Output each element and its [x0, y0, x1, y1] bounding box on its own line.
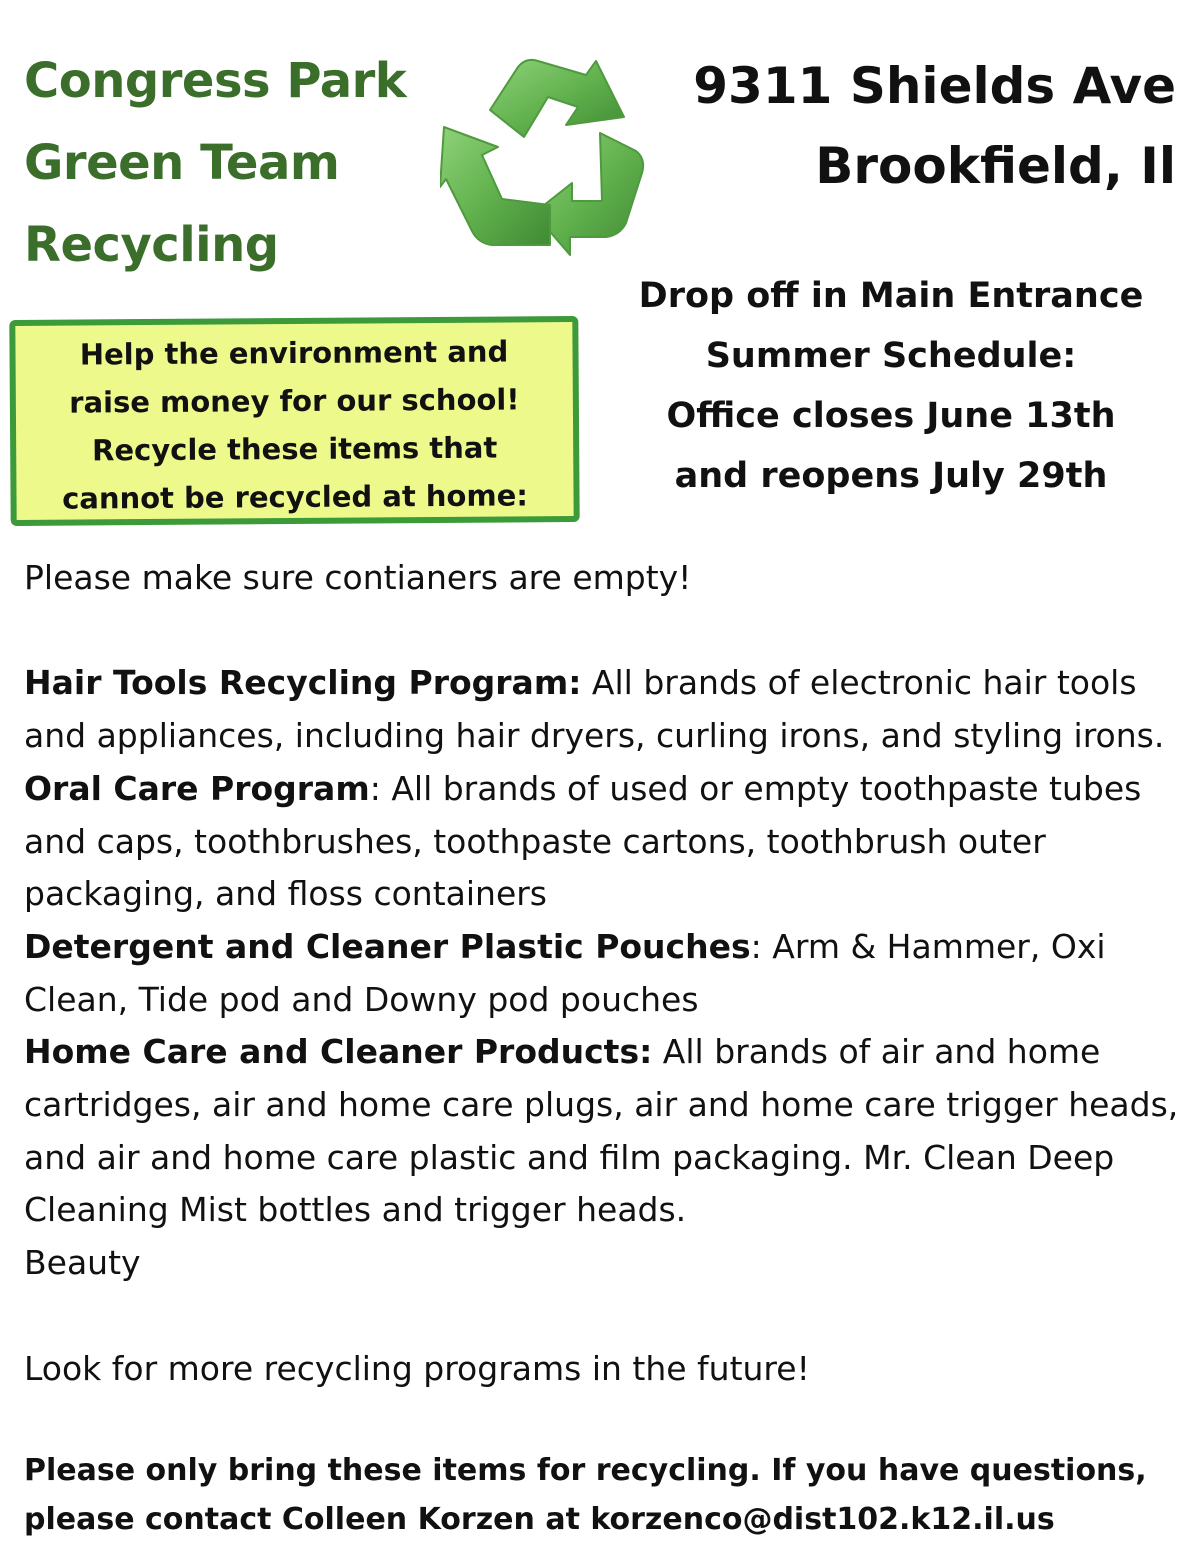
schedule-info [596, 266, 1186, 506]
program-name: Oral Care Program [24, 768, 370, 808]
callout-line: Help the environment and [79, 334, 509, 372]
schedule-line: Drop off in Main Entrance [638, 276, 1144, 316]
notice-text: Please make sure contianers are empty! [24, 558, 692, 597]
schedule-line: Office closes June 13th [666, 396, 1116, 436]
callout-line: raise money for our school! [69, 382, 520, 420]
page-title [24, 40, 464, 286]
program-name: Detergent and Cleaner Plastic Pouches [24, 926, 751, 966]
program-description: Arm & Hammer, Oxi Clean, Tide pod and Downy pod pouches [24, 926, 1106, 1019]
program-name: Home Care and Cleaner Products: [24, 1032, 653, 1072]
spacer [24, 1290, 1184, 1343]
future-text: Look for more recycling programs in the future! [24, 1348, 810, 1388]
title-line: Recycling [24, 217, 279, 273]
callout-box [9, 316, 579, 526]
address-line: 9311 Shields Ave [693, 57, 1176, 115]
schedule-line: Summer Schedule: [705, 336, 1077, 376]
title-line: Green Team [24, 135, 340, 191]
program-list [24, 552, 1184, 1395]
contact-line: please contact Colleen Korzen at korzenco@dist102.k12.il.us [24, 1502, 1055, 1537]
address [616, 46, 1176, 206]
program-separator: : [369, 768, 381, 808]
program-item [24, 921, 1184, 1026]
schedule-line: and reopens July 29th [674, 456, 1108, 496]
contact-info [24, 1446, 1184, 1544]
program-separator: : [750, 926, 762, 966]
contact-line: Please only bring these items for recycling. If you have questions, [24, 1453, 1147, 1488]
spacer [24, 605, 1184, 658]
program-item [24, 657, 1184, 762]
title-line: Congress Park [24, 53, 407, 109]
program-item [24, 763, 1184, 921]
program-description: All brands of used or empty toothpaste tubes and caps, toothbrushes, toothpaste cartons, toothbrush outer packaging, and floss containers [24, 768, 1142, 914]
program-description: All brands of electronic hair tools and appliances, including hair dryers, curling irons, and styling irons. [24, 663, 1165, 756]
callout-line: Recycle these items that [91, 430, 498, 468]
program-name: Hair Tools Recycling Program: [24, 663, 582, 703]
callout-line: cannot be recycled at home: [62, 478, 529, 516]
beauty-text: Beauty [24, 1243, 141, 1283]
address-line: Brookfield, Il [815, 137, 1176, 195]
program-item [24, 1026, 1184, 1237]
program-description: All brands of air and home cartridges, air and home care plugs, air and home care trigger heads, and air and home care plastic and film packaging. Mr. Clean Deep Cleaning Mist bottles and trigger heads. [24, 1032, 1179, 1230]
